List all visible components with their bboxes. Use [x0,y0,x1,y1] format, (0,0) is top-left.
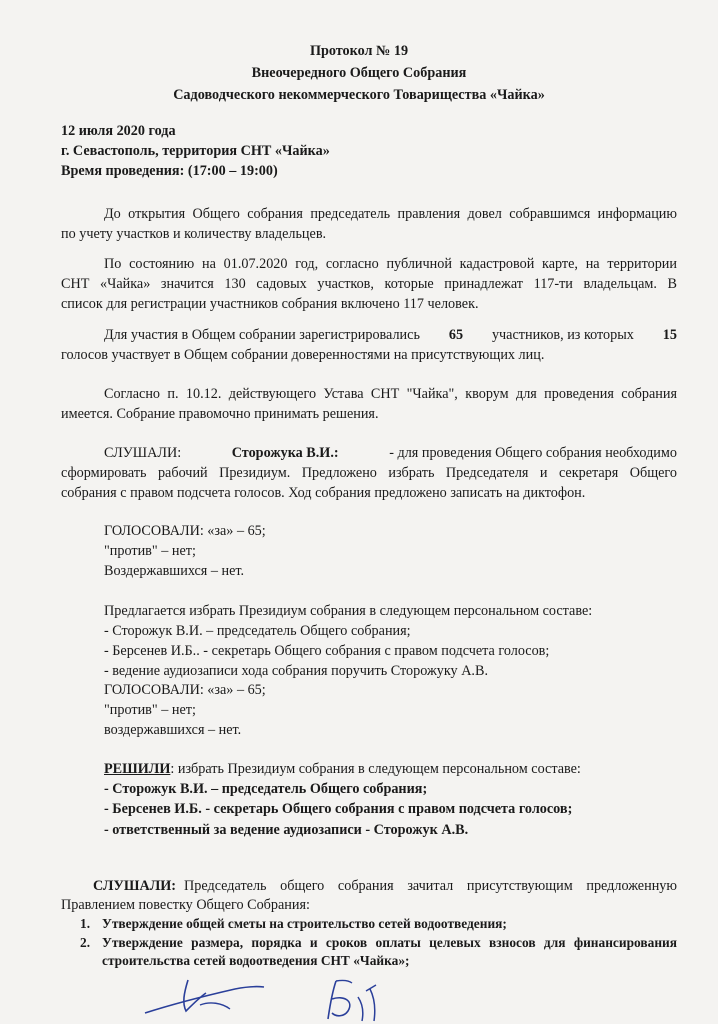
paragraph-quorum-line2: имеется. Собрание правомочно принимать решения. [61,406,379,422]
paragraph-intro-line1: До открытия Общего собрания председатель правления довел собравшимся информацию [104,206,677,222]
paragraph-heard-2-line1 [93,876,677,896]
agenda-item [80,933,677,953]
agenda-text: Утверждение размера, порядка и сроков оплаты целевых взносов для финансирования [102,935,677,950]
decision-item: - Сторожук В.И. – председатель Общего собрания; [104,781,428,797]
agenda-item [80,914,507,934]
proxy-count: 15 [662,327,677,343]
agenda-text-continued: строительства сетей водоотведения СНТ «Чайка»; [102,953,410,968]
paragraph-cadastre-line3: список для регистрации участников собрания включено 117 человек. [61,296,479,312]
proposal-item: - Берсенев И.Б.. - секретарь Общего собрания с правом подсчета голосов; [104,643,550,659]
paragraph-cadastre-line1: По состоянию на 01.07.2020 год, согласно публичной кадастровой карте, на территории [104,256,677,272]
meeting-time: Время проведения: (17:00 – 19:00) [61,163,278,179]
proposal-item: - ведение аудиозаписи хода собрания поручить Сторожуку А.В. [104,663,488,679]
heard-label: СЛУШАЛИ: [93,878,177,894]
decision-text: : избрать Президиум собрания в следующем персональном составе: [170,761,581,777]
heard-text: - для проведения Общего собрания необходимо [389,445,677,461]
vote1-against: "против" – нет; [104,543,196,559]
speaker-name: Сторожука В.И.: [231,445,339,461]
heard-label: СЛУШАЛИ: [104,445,182,461]
registration-text-a: Для участия в Общем собрании зарегистрировались [104,327,420,343]
vote1-for: ГОЛОСОВАЛИ: «за» – 65; [104,523,266,539]
paragraph-heard-1-line1 [104,443,677,463]
paragraph-heard-2-line2: Правлением повестку Общего Собрания: [61,897,310,913]
proposal-intro: Предлагается избрать Президиум собрания в следующем персональном составе: [104,603,593,619]
chairman-signature [140,975,270,1020]
registered-count: 65 [448,327,464,343]
decision-line [104,759,581,779]
decision-item: - Берсенев И.Б. - секретарь Общего собрания с правом подсчета голосов; [104,801,573,817]
paragraph-cadastre-line2: СНТ «Чайка» значится 130 садовых участков, которые принадлежат 117-ти владельцам. В [61,276,677,292]
vote2-against: "против" – нет; [104,702,196,718]
paragraph-intro-line2: по учету участков и количеству владельцев. [61,226,327,242]
organization-name: Садоводческого некоммерческого Товарищества «Чайка» [173,87,545,103]
decision-label: РЕШИЛИ [104,761,171,777]
vote2-abstained: воздержавшихся – нет. [104,722,242,738]
vote1-abstained: Воздержавшихся – нет. [104,563,245,579]
decision-item: - ответственный за ведение аудиозаписи - Сторожук А.В. [104,822,469,838]
paragraph-heard-1-line3: собрания с правом подсчета голосов. Ход собрания предложено записать на диктофон. [61,485,586,501]
agenda-text: Утверждение общей сметы на строительство сетей водоотведения; [102,916,507,931]
proposal-item: - Сторожук В.И. – председатель Общего собрания; [104,623,411,639]
meeting-date: 12 июля 2020 года [61,123,176,139]
registration-text-b: участников, из которых [491,327,634,343]
protocol-title: Протокол № 19 [309,43,409,59]
paragraph-quorum-line1: Согласно п. 10.12. действующего Устава СНТ "Чайка", кворум для проведения собрания [104,386,677,402]
agenda-number: 2. [80,935,91,950]
meeting-place: г. Севастополь, территория СНТ «Чайка» [61,143,330,159]
secretary-signature [318,975,388,1023]
paragraph-registration-line2: голосов участвует в Общем собрании доверенностями на присутствующих лиц. [61,347,545,363]
paragraph-heard-1-line2: сформировать рабочий Президиум. Предложено избрать Председателя и секретаря Общего [61,465,677,481]
meeting-type: Внеочередного Общего Собрания [251,65,467,81]
agenda-number: 1. [80,916,91,931]
paragraph-registration-line1 [104,325,677,345]
heard-text: Председатель общего собрания зачитал присутствующим предложенную [184,878,677,894]
vote2-for: ГОЛОСОВАЛИ: «за» – 65; [104,682,266,698]
